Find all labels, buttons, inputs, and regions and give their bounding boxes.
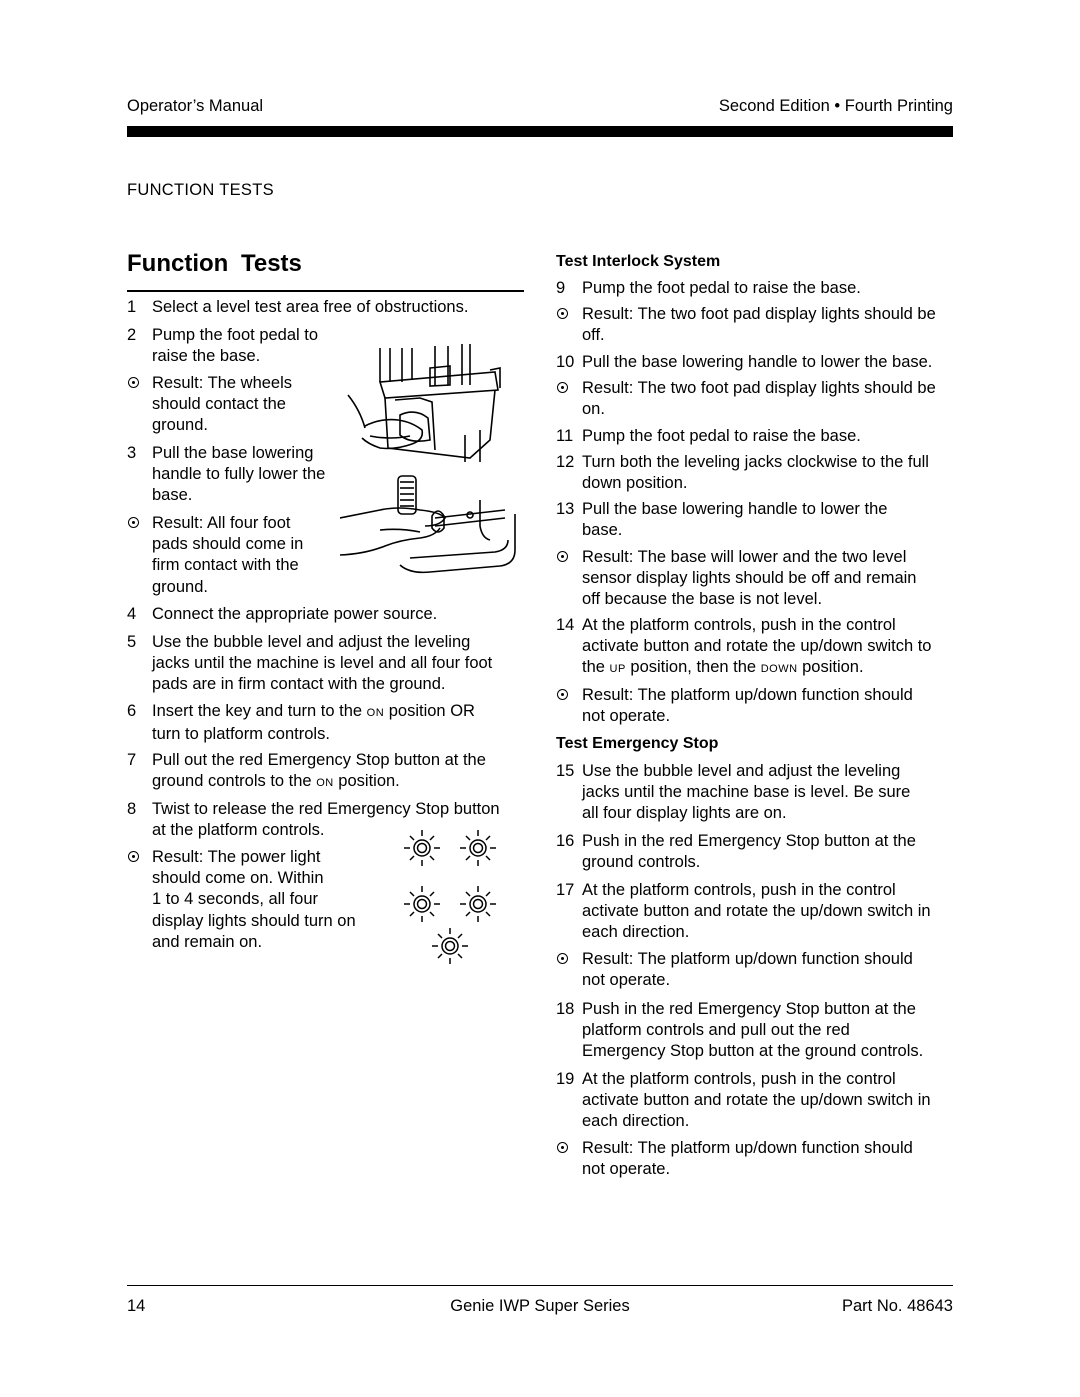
- result-icon: [557, 953, 568, 964]
- result-icon: [557, 1142, 568, 1153]
- subhead-emergency-stop: Test Emergency Stop: [556, 735, 719, 752]
- display-light-icon: [404, 886, 440, 922]
- result-icon: [128, 851, 139, 862]
- title-rule: [127, 290, 524, 292]
- display-light-icon: [460, 886, 496, 922]
- footer-series: Genie IWP Super Series: [450, 1297, 630, 1315]
- result-icon: [128, 377, 139, 388]
- page-title: Function Tests: [127, 250, 302, 277]
- header-manual-title: Operator’s Manual: [127, 97, 264, 115]
- footer-part-number: Part No. 48643: [842, 1297, 953, 1315]
- result-icon: [557, 382, 568, 393]
- result-icon: [557, 551, 568, 562]
- subhead-interlock: Test Interlock System: [556, 253, 721, 270]
- display-light-icon: [460, 830, 496, 866]
- header-bar: [127, 126, 953, 137]
- result-icon: [557, 308, 568, 319]
- footer-rule: [127, 1285, 953, 1286]
- display-light-icon: [432, 928, 468, 964]
- result-icon: [557, 689, 568, 700]
- result-icon: [128, 517, 139, 528]
- section-label: FUNCTION TESTS: [127, 181, 274, 199]
- lowering-handle-illustration: [340, 470, 520, 580]
- display-lights-illustration: [400, 828, 505, 968]
- display-light-icon: [404, 830, 440, 866]
- foot-pedal-illustration: [340, 340, 520, 470]
- page-number: 14: [127, 1297, 146, 1315]
- header-edition: Second Edition • Fourth Printing: [718, 97, 953, 115]
